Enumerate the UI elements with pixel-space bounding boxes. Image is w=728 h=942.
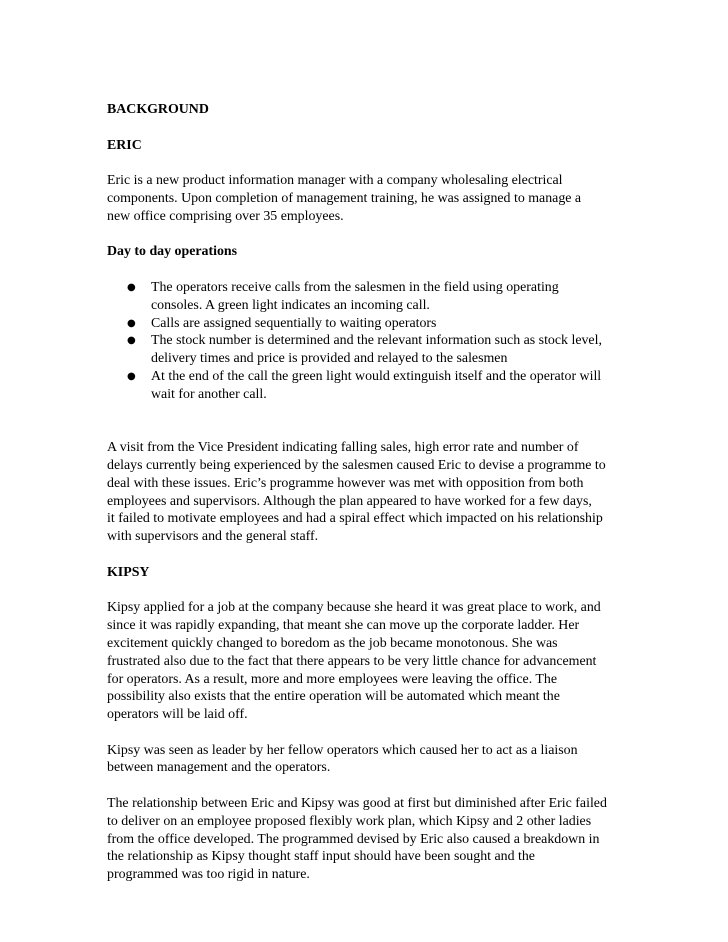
relationship-paragraph: The relationship between Eric and Kipsy was good at first but diminished after Eric failed to deliver on an employee proposed flexibly work plan, which Kipsy and 2 other ladies from the office developed. The programmed devised by Eric also caused a breakdown in the relationship as Kipsy thought staff input should have been sought and the programmed was too rigid in nature. — [107, 796, 607, 883]
kipsy-leader-paragraph: Kipsy was seen as leader by her fellow operators which caused her to act as a liaison between management and the operators. — [107, 742, 578, 776]
bullet-icon: ● — [127, 281, 136, 293]
operations-heading: Day to day operations — [107, 244, 238, 260]
eric-visit-paragraph: A visit from the Vice President indicating falling sales, high error rate and number of delays currently being experienced by the salesmen caused Eric to devise a programme to deal with these issues. Eric’s programme however was met with opposition from both employees and supervisors. Although the plan appeared to have worked for a few days, it failed to motivate employees and had a spiral effect which impacted on his relationship with supervisors and the general staff. — [107, 440, 606, 545]
operations-list — [107, 279, 622, 404]
bullet-icon: ● — [127, 317, 136, 329]
kipsy-heading: KIPSY — [107, 564, 150, 580]
list-item-text: The stock number is determined and the relevant information such as stock level, delivery times and price is provided and relayed to the salesmen — [151, 333, 602, 367]
bullet-icon: ● — [127, 335, 136, 347]
list-item — [107, 279, 622, 315]
list-item-text: At the end of the call the green light would extinguish itself and the operator will wait for another call. — [151, 368, 602, 402]
eric-intro-paragraph: Eric is a new product information manager with a company wholesaling electrical components. Upon completion of management training, he was assigned to manage a new office comprising over 35 employees. — [107, 173, 582, 224]
bullet-icon: ● — [127, 370, 136, 382]
document-page — [107, 101, 622, 902]
list-item — [107, 368, 622, 404]
list-item — [107, 315, 622, 333]
list-item — [107, 332, 622, 368]
list-item-text: The operators receive calls from the salesmen in the field using operating consoles. A green light indicates an incoming call. — [151, 279, 559, 313]
eric-heading: ERIC — [107, 137, 142, 153]
list-item-text: Calls are assigned sequentially to waiting operators — [151, 315, 437, 331]
background-heading: BACKGROUND — [107, 102, 209, 117]
kipsy-intro-paragraph: Kipsy applied for a job at the company because she heard it was great place to work, and since it was rapidly expanding, that meant she can move up the corporate ladder. Her excitement quickly changed to boredom as the job became monotonous. She was frustrated also due to the fact that there appears to be very little chance for advancement for operators. As a result, more and more employees were leaving the office. The possibility also exists that the entire operation will be automated which meant the operators will be laid off. — [107, 600, 601, 723]
